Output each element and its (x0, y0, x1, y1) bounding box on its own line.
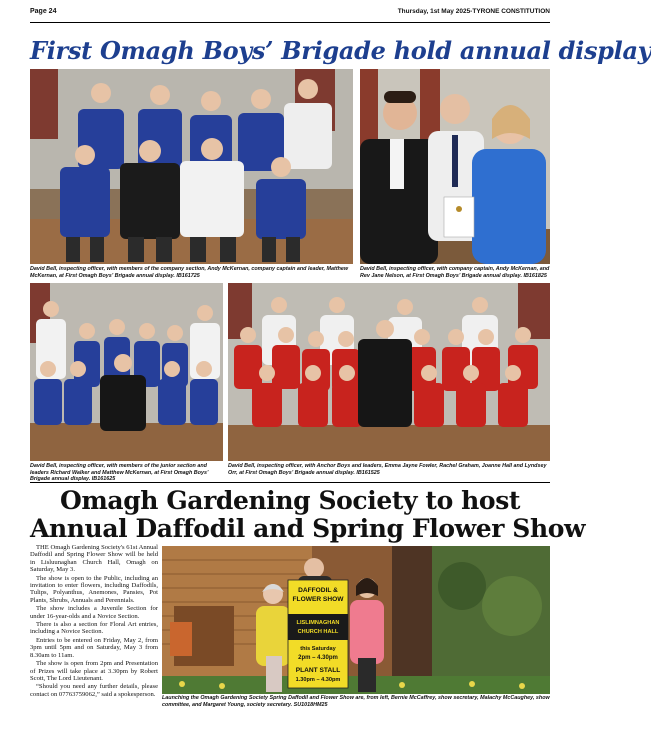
story2-paragraph: There is also a section for Floral Art entries, including a Novice Section. (30, 621, 158, 636)
sign-line-2: FLOWER SHOW (292, 596, 344, 603)
sign-line-1: DAFFODIL & (298, 587, 338, 594)
sign-line-6: 2pm – 4.30pm (298, 655, 338, 661)
caption-junior-section: David Bell, inspecting officer, with members of the junior section and leaders Richard Walker and Matthew McKernan, at First Omagh Boys’ Brigade annual display. IB161625 (30, 463, 209, 483)
story-divider (30, 482, 550, 483)
story2-paragraph: “Should you need any further details, please contact on 07763759062,” said a spokesperson. (30, 683, 158, 698)
header-rule (30, 22, 550, 23)
photo-company-section (30, 69, 353, 264)
story2-paragraph: The show is open from 2pm and Presentation of Prizes will take place at 3.30pm by Robert Scott, The Lord Lieutenant. (30, 660, 158, 682)
story2-paragraph: The show includes a Juvenile Section for under 16-year-olds and a Novice Section. (30, 605, 158, 620)
sign-line-5: this Saturday (300, 646, 336, 652)
caption-gardening-launch: Launching the Omagh Gardening Society Spring Daffodil and Flower Show are, from left, Bernie McCaffrey, show secretary, Malachy McCaughey, show committee, and Margaret Young, society secretary. SU1018HM25 (162, 695, 550, 708)
story2-paragraph: The show is open to the Public, including an invitation to enter flowers, including Daffodils, Tulips, Polyanthus, Anemones, Pansies, Pot Plants, Shrubs, Annuals and Perennials. (30, 574, 158, 604)
photo-anchor-boys (228, 283, 550, 461)
story2-paragraph: THE Omagh Gardening Society's 61st Annual Daffodil and Spring Flower Show will be held in Lisluunaghan Church Hall, Omagh on Saturday, May 3. (30, 544, 158, 574)
date-publication: Thursday, 1st May 2025-TYRONE CONSTITUTION (397, 8, 550, 15)
sign-line-7: PLANT STALL (295, 667, 341, 674)
page-header (30, 8, 550, 22)
photo-gardening-launch (162, 546, 550, 694)
sign-line-4: CHURCH HALL (297, 629, 339, 635)
story1-headline: First Omagh Boys’ Brigade hold annual display (30, 36, 651, 65)
caption-anchor-boys: David Bell, inspecting officer, with Anchor Boys and leaders, Emma Jayne Fowler, Rachel Graham, Joanne Hall and Lyndsey Orr, at First Omagh Boys’ Brigade annual display. IB161525 (228, 463, 547, 476)
sign-line-8: 1.30pm – 4.30pm (295, 677, 341, 683)
story2-body (30, 544, 158, 699)
photo-junior-section (30, 283, 223, 461)
caption-company-section: David Bell, inspecting officer, with members of the company section, Andy McKernan, company captain and leader, Matthew McKernan, at First Omagh Boys’ Brigade annual display. IB161725 (30, 266, 349, 279)
page-number: Page 24 (30, 8, 57, 15)
caption-presentation: David Bell, inspecting officer, with company captain, Andy McKernan, and Rev Jane Nelson, at First Omagh Boys’ Brigade annual display. IB161825 (360, 266, 550, 279)
story2-headline-line2: Annual Daffodil and Spring Flower Show (30, 514, 586, 543)
story2-paragraph: Entries to be entered on Friday, May 2, from 3pm until 5pm and on Saturday, May 3 from 8.30am to 11am. (30, 636, 158, 659)
photo-presentation (360, 69, 550, 264)
story2-headline-line1: Omagh Gardening Society to host (59, 486, 521, 515)
sign-line-3: LISLIMNAGHAN (296, 620, 340, 626)
